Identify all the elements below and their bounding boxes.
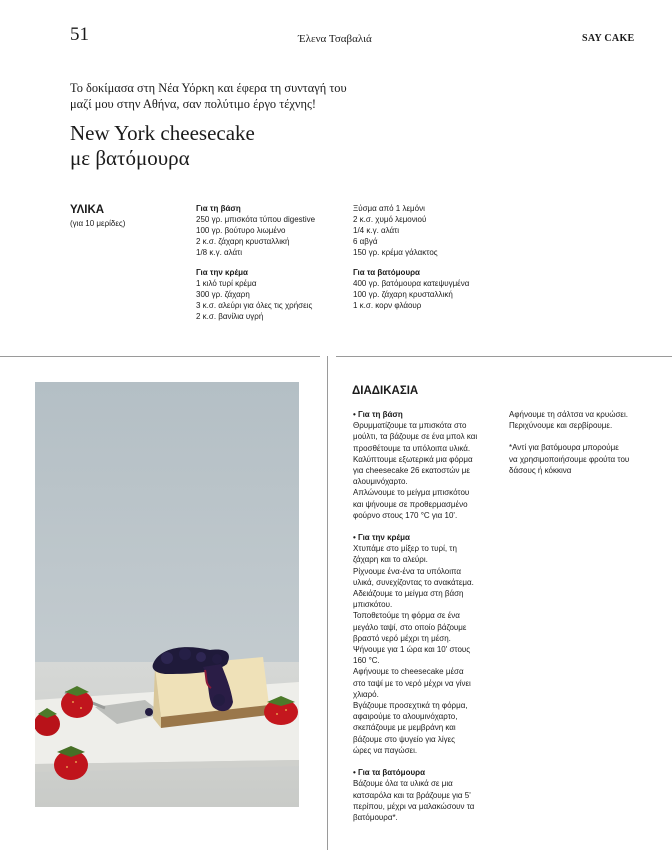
method-line: ζάχαρη και το αλεύρι. <box>353 555 428 565</box>
method-line: Καλύπτουμε εξωτερικά μια φόρμα <box>353 454 473 464</box>
ingredient-item: 2 κ.σ. χυμό λεμονιού <box>353 215 427 224</box>
method-line: για cheesecake 26 εκατοστών με <box>353 466 470 476</box>
column-divider <box>327 356 328 850</box>
intro-text <box>70 80 390 112</box>
method-section-base <box>353 409 503 521</box>
photo-wall <box>35 382 299 672</box>
method-line: ώρες να παγώσει. <box>353 745 418 755</box>
ingredients-group-cream <box>196 267 346 322</box>
method-line: Αδειάζουμε το μείγμα στη βάση <box>353 589 464 599</box>
method-line: φούρνο στους 170 °C για 10'. <box>353 510 458 520</box>
intro-line: Το δοκίμασα στη Νέα Υόρκη και έφερα τη συνταγή του <box>70 81 347 95</box>
method-line: Αφήνουμε το cheesecake μέσα <box>353 667 464 677</box>
ingredient-item: 100 γρ. ζάχαρη κρυσταλλική <box>353 290 453 299</box>
ingredient-item: 2 κ.σ. βανίλια υγρή <box>196 312 264 321</box>
divider-line <box>0 356 320 357</box>
method-line: Περιχύνουμε και σερβίρουμε. <box>509 421 613 431</box>
ingredient-item: 250 γρ. μπισκότα τύπου digestive <box>196 215 316 224</box>
method-line: Βάζουμε όλα τα υλικά σε μια <box>353 779 453 789</box>
ingredients-group-base <box>196 203 346 258</box>
intro-line: μαζί μου στην Αθήνα, σαν πολύτιμο έργο τέχνης! <box>70 97 317 111</box>
ingredient-item: 6 αβγά <box>353 237 378 246</box>
ingredients-group-title: Για τη βάση <box>196 204 241 213</box>
recipe-title-line: New York cheesecake <box>70 121 255 145</box>
method-line: και ψήνουμε σε προθερμασμένο <box>353 499 468 509</box>
method-line: βραστό νερό μέχρι τη μέση. <box>353 633 451 643</box>
ingredient-item: 100 γρ. βούτυρο λιωμένο <box>196 226 286 235</box>
author-name: Έλενα Τσαβαλιά <box>298 33 372 45</box>
method-line: μεγάλο ταψί, στο οποίο βάζουμε <box>353 622 467 632</box>
method-line: βάζουμε στο ψυγείο για λίγες <box>353 734 456 744</box>
method-line: Απλώνουμε το μείγμα μπισκότου <box>353 488 470 498</box>
divider-line <box>336 356 672 357</box>
method-line: να χρησιμοποιήσουμε φρούτα του <box>509 454 630 464</box>
method-line: κατσαρόλα και τα βράζουμε για 5' <box>353 790 471 800</box>
servings-note: (για 10 μερίδες) <box>70 219 126 228</box>
method-line: μούλτι, τα βάζουμε σε ένα μπολ και <box>353 432 478 442</box>
method-section-title: • Για τη βάση <box>353 410 403 419</box>
method-line: μπισκότου. <box>353 600 393 610</box>
method-line: Χτυπάμε στο μίξερ το τυρί, τη <box>353 544 457 554</box>
method-line: Θρυμματίζουμε τα μπισκότα στο <box>353 421 467 431</box>
method-line: Ρίχνουμε ένα-ένα τα υπόλοιπα <box>353 566 462 576</box>
method-line: Ψήνουμε για 1 ώρα και 10' στους <box>353 645 471 655</box>
ingredient-item: 2 κ.σ. ζάχαρη κρυσταλλική <box>196 237 290 246</box>
method-line: 160 °C. <box>353 656 380 666</box>
method-line: σκεπάζουμε με μεμβράνη και <box>353 723 456 733</box>
method-line: υλικά, συνεχίζοντας το ανακάτεμα. <box>353 577 474 587</box>
method-line: βατόμουρα*. <box>353 812 398 822</box>
ingredients-group-cream-continued <box>353 203 513 258</box>
method-column-1 <box>353 409 503 834</box>
ingredients-column-2 <box>353 203 513 320</box>
method-section-cream <box>353 532 503 756</box>
ingredients-column-1 <box>196 203 346 331</box>
ingredients-group-title: Για την κρέμα <box>196 268 248 277</box>
recipe-title <box>70 121 370 171</box>
method-column-2 <box>509 409 659 487</box>
brand-name: SAY CAKE <box>582 33 635 44</box>
method-line: Αφήνουμε τη σάλτσα να κρυώσει. <box>509 410 628 419</box>
method-section-title: • Για την κρέμα <box>353 533 410 543</box>
ingredients-group-title: Για τα βατόμουρα <box>353 268 420 277</box>
method-line: προσθέτουμε τα υπόλοιπα υλικά. <box>353 443 471 453</box>
ingredient-item: 150 γρ. κρέμα γάλακτος <box>353 248 438 257</box>
ingredient-item: 300 γρ. ζάχαρη <box>196 290 250 299</box>
ingredient-item: 400 γρ. βατόμουρα κατεψυγμένα <box>353 279 470 288</box>
method-section-blueberries <box>353 767 503 823</box>
ingredient-item: 1/4 κ.γ. αλάτι <box>353 226 400 235</box>
method-note <box>509 442 659 476</box>
method-line: αφαιρούμε το αλουμινόχαρτο, <box>353 712 458 722</box>
method-line: δάσους ή κόκκινα <box>509 465 572 475</box>
ingredients-group-blueberries <box>353 267 513 311</box>
ingredient-item: 3 κ.σ. αλεύρι για όλες τις χρήσεις <box>196 301 313 310</box>
method-line: Τοποθετούμε τη φόρμα σε ένα <box>353 611 460 621</box>
method-line: στο ταψί με το νερό μέχρι να γίνει <box>353 678 471 688</box>
method-line: αλουμινόχαρτο. <box>353 477 408 487</box>
method-line: Βγάζουμε προσεχτικά τη φόρμα, <box>353 701 468 711</box>
method-section-title: • Για τα βατόμουρα <box>353 768 425 778</box>
method-line: χλιαρό. <box>353 689 379 699</box>
cheesecake-photo <box>35 382 299 807</box>
ingredient-item: Ξύσμα από 1 λεμόνι <box>353 204 425 213</box>
method-line: περίπου, μέχρι να μαλακώσουν τα <box>353 801 475 811</box>
page-number: 51 <box>70 24 89 45</box>
recipe-title-line: με βατόμουρα <box>70 146 190 170</box>
ingredient-item: 1 κιλό τυρί κρέμα <box>196 279 257 288</box>
method-section-finish <box>509 409 659 431</box>
ingredients-heading: ΥΛΙΚΑ <box>70 204 105 216</box>
method-heading: ΔΙΑΔΙΚΑΣΙΑ <box>352 385 419 397</box>
method-line: *Αντί για βατόμουρα μπορούμε <box>509 443 619 453</box>
ingredient-item: 1/8 κ.γ. αλάτι <box>196 248 243 257</box>
ingredient-item: 1 κ.σ. κορν φλάουρ <box>353 301 422 310</box>
